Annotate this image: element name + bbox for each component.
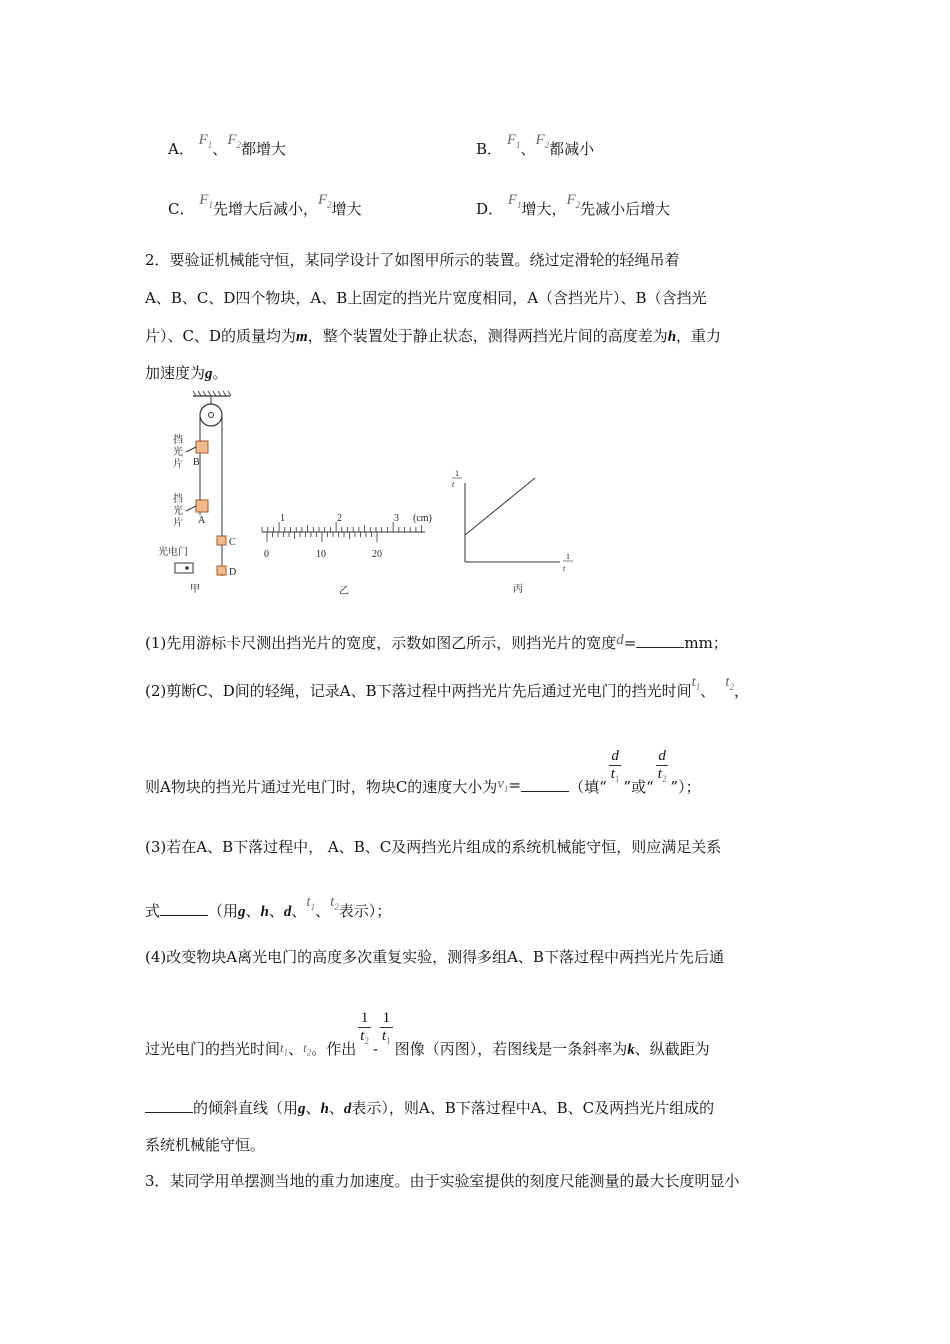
svg-text:D: D [229, 567, 237, 578]
svg-text:t: t [452, 480, 455, 489]
q2-part-2-line-1: (2)剪断C、D间的轻绳，记录A、B下落过程中两挡光片先后通过光电门的挡光时间$t_1$、 $t_2$， [145, 674, 749, 700]
option-text: 都减小 [549, 140, 595, 158]
vernier-scale-label: 20 [372, 549, 382, 560]
one-over-t2-squared: $\frac{1}{t_2}$ [360, 1010, 369, 1046]
experiment-figure [0, 388, 950, 618]
mass-symbol: m [296, 329, 308, 345]
figure-bing [465, 478, 560, 562]
answer-blank-3[interactable] [160, 914, 208, 916]
photogate [175, 563, 193, 573]
figure-yi [262, 522, 425, 542]
q2-stem-line-4: 加速度为g。 [145, 364, 228, 382]
yi-labels [264, 513, 432, 597]
graph-line [465, 478, 535, 535]
height-symbol: h [667, 329, 677, 345]
svg-text:片: 片 [173, 459, 183, 470]
t1-symbol: $t_1$ [306, 894, 316, 912]
option-text: 先减小后增大 [580, 200, 671, 218]
option-text: 先增大后减小， [212, 200, 318, 218]
svg-text:光电门: 光电门 [158, 547, 188, 558]
f1-symbol: $F_1$ [198, 132, 213, 150]
f1-symbol: $F_1$ [199, 192, 213, 210]
q2-stem-line-2: A、B、C、D四个物块，A、B上固定的挡光片宽度相同，A（含挡光片）、B（含挡光 [145, 289, 707, 307]
option-a [168, 132, 286, 160]
d-symbol: d [616, 632, 624, 648]
main-scale-label: 2 [337, 513, 342, 524]
f2-symbol: $F_2$ [566, 192, 581, 210]
q2-part-4-line-3: 的倾斜直线（用g、h、d表示），则A、B下落过程中A、B、C及两挡光片组成的 [145, 1097, 714, 1118]
answer-blank-1[interactable] [636, 646, 684, 648]
option-letter: A． [168, 140, 194, 158]
one-over-t1-squared: $\frac{1}{t_1}$ [382, 1010, 391, 1046]
svg-text:C: C [229, 537, 236, 548]
option-d [476, 192, 671, 220]
separator: 、 [212, 140, 228, 158]
block-c [217, 536, 226, 545]
f2-symbol: $F_2$ [227, 132, 241, 150]
option-b [476, 132, 595, 160]
svg-text:1: 1 [455, 469, 459, 478]
f1-symbol: $F_1$ [506, 132, 521, 150]
answer-blank-4[interactable] [145, 1111, 193, 1113]
d-over-t2-fraction: $\frac{d}{t_2}$ [657, 748, 667, 784]
svg-text:挡: 挡 [173, 494, 183, 505]
pulley [200, 404, 222, 426]
svg-text:光: 光 [173, 506, 183, 517]
f1-symbol: $F_1$ [507, 192, 522, 210]
option-text: 增大， [521, 200, 567, 218]
svg-text:1: 1 [566, 552, 570, 561]
option-letter: B． [476, 140, 503, 158]
q2-part-2-line-2: 则A物块的挡光片通过光电门时，物块C的速度大小为$v_1=$ （填“ $\frac{d}{t_1}$ ”或“ $\frac{d}{t_2}$ ”）； [145, 748, 701, 797]
f2-symbol: $F_2$ [535, 132, 550, 150]
t2-symbol: $t_2$ [330, 894, 339, 912]
svg-text:挡: 挡 [173, 435, 183, 446]
svg-text:丙: 丙 [513, 584, 523, 595]
q2-part-4-line-2: 过光电门的挡光时间$t_1$、$t_2$。作出 $\frac{1}{t_2}$ - $\frac{1}{t_1}$ 图像（丙图），若图线是一条斜率为k、纵截距为 [145, 1010, 710, 1059]
d-over-t1-fraction: $\frac{d}{t_1}$ [610, 748, 620, 784]
svg-text:A: A [198, 515, 206, 526]
vernier-scale-label: 10 [316, 549, 326, 560]
t1-symbol: $t_1$ [280, 1040, 289, 1058]
vernier-scale-label: 0 [264, 549, 269, 560]
t1-symbol: $t_1$ [691, 674, 701, 692]
option-text: 增大 [331, 200, 362, 218]
option-text: 都增大 [240, 140, 286, 158]
unit-label: (cm) [413, 513, 432, 524]
block-d [217, 566, 226, 575]
block-a [196, 500, 208, 512]
q2-part-3-line-2: 式 （用g、h、d、$t_1$、$t_2$表示）； [145, 894, 392, 920]
svg-text:B: B [193, 457, 200, 468]
option-letter: C． [168, 200, 195, 218]
bing-labels [452, 469, 573, 595]
separator: 、 [520, 140, 536, 158]
option-c [168, 192, 362, 220]
v1-symbol: $v_1$ [497, 776, 509, 795]
svg-text:光: 光 [173, 447, 183, 458]
t2-symbol: $t_2$ [303, 1040, 312, 1058]
q2-stem-line-1: 2．要验证机械能守恒，某同学设计了如图甲所示的装置。绕过定滑轮的轻绳吊着 [145, 251, 680, 269]
gravity-symbol: g [205, 366, 213, 382]
main-scale-label: 1 [280, 513, 285, 524]
q2-part-4-line-1: (4)改变物块A离光电门的高度多次重复实验，测得多组A、B下落过程中两挡光片先后通 [145, 948, 724, 966]
svg-text:片: 片 [173, 518, 183, 529]
f2-symbol: $F_2$ [317, 192, 332, 210]
q2-stem-line-3: 片）、C、D的质量均为m，整个装置处于静止状态，测得两挡光片间的高度差为h，重力 [145, 327, 722, 345]
svg-text:乙: 乙 [339, 586, 349, 597]
q2-part-3-line-1: (3)若在A、B下落过程中， A、B、C及两挡光片组成的系统机械能守恒，则应满足关系 [145, 838, 722, 856]
q2-part-1: (1)先用游标卡尺测出挡光片的宽度，示数如图乙所示，则挡光片的宽度d= mm； [145, 632, 728, 652]
t2-symbol: $t_2$ [725, 674, 734, 692]
block-b [196, 441, 208, 453]
answer-blank-2[interactable] [521, 790, 569, 792]
q2-part-4-line-4: 系统机械能守恒。 [145, 1136, 266, 1154]
main-scale-label: 3 [394, 513, 399, 524]
option-letter: D． [476, 200, 504, 218]
svg-text:甲: 甲 [190, 584, 200, 595]
q3-stem-line-1: 3．某同学用单摆测当地的重力加速度。由于实验室提供的刻度尺能测量的最大长度明显小 [145, 1172, 740, 1190]
svg-text:t: t [563, 564, 566, 573]
